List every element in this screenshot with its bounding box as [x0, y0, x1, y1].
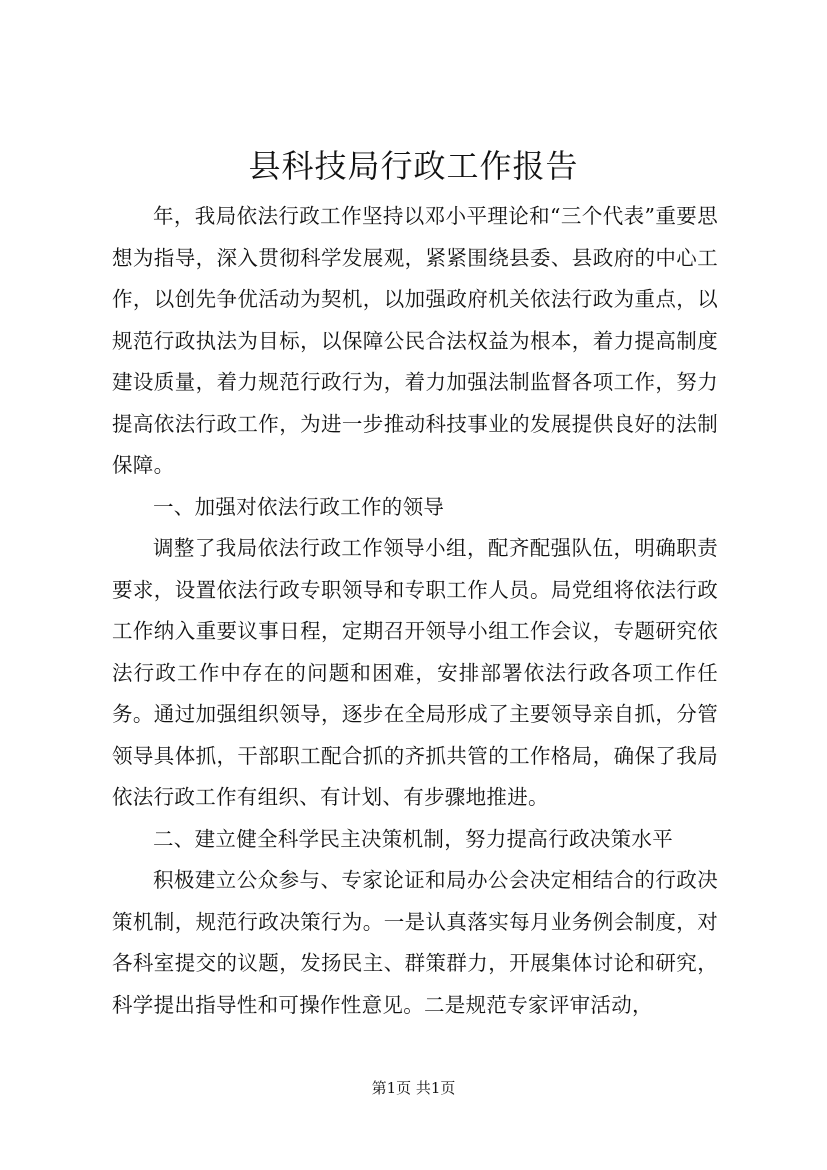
- section-1-paragraph: 调整了我局依法行政工作领导小组，配齐配强队伍，明确职责要求，设置依法行政专职领导和专职工作人员。局党组将依法行政工作纳入重要议事日程，定期召开领导小组工作会议，专题研究依法行政工作中存在的问题和困难，安排部署依法行政各项工作任务。通过加强组织领导，逐步在全局形成了主要领导亲自抓，分管领导具体抓，干部职工配合抓的齐抓共管的工作格局，确保了我局依法行政工作有组织、有计划、有步骤地推进。: [112, 536, 718, 809]
- intro-paragraph: 年，我局依法行政工作坚持以邓小平理论和“三个代表”重要思想为指导，深入贯彻科学发展观，紧紧围绕县委、县政府的中心工作，以创先争优活动为契机，以加强政府机关依法行政为重点，以规范行政执法为目标，以保障公民合法权益为根本，着力提高制度建设质量，着力规范行政行为，着力加强法制监督各项工作，努力提高依法行政工作，为进一步推动科技事业的发展提供良好的法制保障。: [112, 204, 718, 477]
- document-title: 县科技局行政工作报告: [248, 147, 579, 185]
- document-body: [112, 196, 718, 1026]
- section-heading-2: 二、建立健全科学民主决策机制，努力提高行政决策水平: [153, 826, 673, 851]
- section-heading-1: 一、加强对依法行政工作的领导: [153, 494, 445, 519]
- section-2-paragraph: 积极建立公众参与、专家论证和局办公会决定相结合的行政决策机制，规范行政决策行为。一是认真落实每月业务例会制度，对各科室提交的议题，发扬民主、群策群力，开展集体讨论和研究，科学提出指导性和可操作性意见。二是规范专家评审活动，: [112, 868, 718, 1017]
- page-footer: 第1页 共1页: [371, 1079, 456, 1097]
